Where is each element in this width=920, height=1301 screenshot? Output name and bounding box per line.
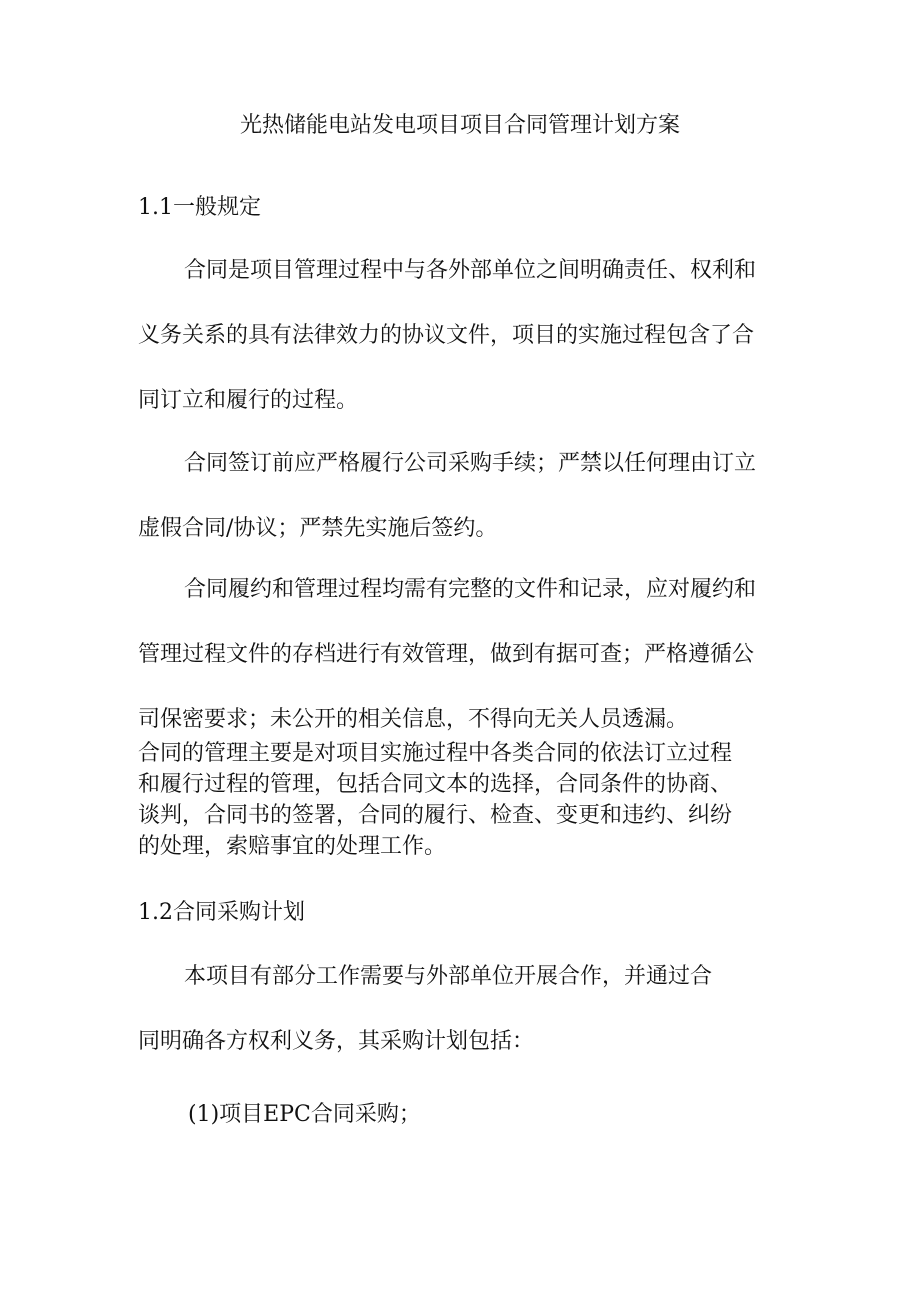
paragraph-contract-scope	[138, 738, 788, 862]
document-title: 光热储能电站发电项目项目合同管理计划方案	[239, 113, 680, 138]
paragraph-line: 虚假合同/协议；严禁先实施后签约。	[138, 516, 498, 541]
paragraph-contract-definition	[138, 238, 788, 433]
paragraph-procurement-rules	[138, 431, 788, 561]
section-heading-1-1: 1.1一般规定	[138, 195, 261, 220]
paragraph-line: 司保密要求；未公开的相关信息，不得向无关人员透漏。	[138, 707, 689, 732]
paragraph-line: 谈判，合同书的签署，合同的履行、检查、变更和违约、纠纷	[138, 803, 733, 828]
paragraph-line: 本项目有部分工作需要与外部单位开展合作，并通过合	[184, 964, 713, 989]
paragraph-line: 合同履约和管理过程均需有完整的文件和记录，应对履约和	[184, 577, 757, 602]
paragraph-line: 义务关系的具有法律效力的协议文件，项目的实施过程包含了合	[138, 323, 755, 348]
paragraph-line: 合同是项目管理过程中与各外部单位之间明确责任、权利和	[184, 258, 757, 283]
paragraph-line: 的处理，索赔事宜的处理工作。	[138, 834, 447, 859]
list-item-epc-procurement: (1)项目EPC合同采购；	[188, 1102, 421, 1127]
paragraph-records-management	[138, 557, 788, 752]
paragraph-line: 合同签订前应严格履行公司采购手续；严禁以任何理由订立	[184, 451, 757, 476]
paragraph-line: 管理过程文件的存档进行有效管理，做到有据可查；严格遵循公	[138, 642, 755, 667]
paragraph-line: 合同的管理主要是对项目实施过程中各类合同的依法订立过程	[138, 741, 733, 766]
section-heading-1-2: 1.2合同采购计划	[138, 900, 305, 925]
paragraph-procurement-plan	[138, 944, 788, 1074]
paragraph-line: 和履行过程的管理，包括合同文本的选择，合同条件的协商、	[138, 772, 733, 797]
paragraph-line: 同明确各方权利义务，其采购计划包括：	[138, 1029, 535, 1054]
paragraph-line: 同订立和履行的过程。	[138, 388, 359, 413]
